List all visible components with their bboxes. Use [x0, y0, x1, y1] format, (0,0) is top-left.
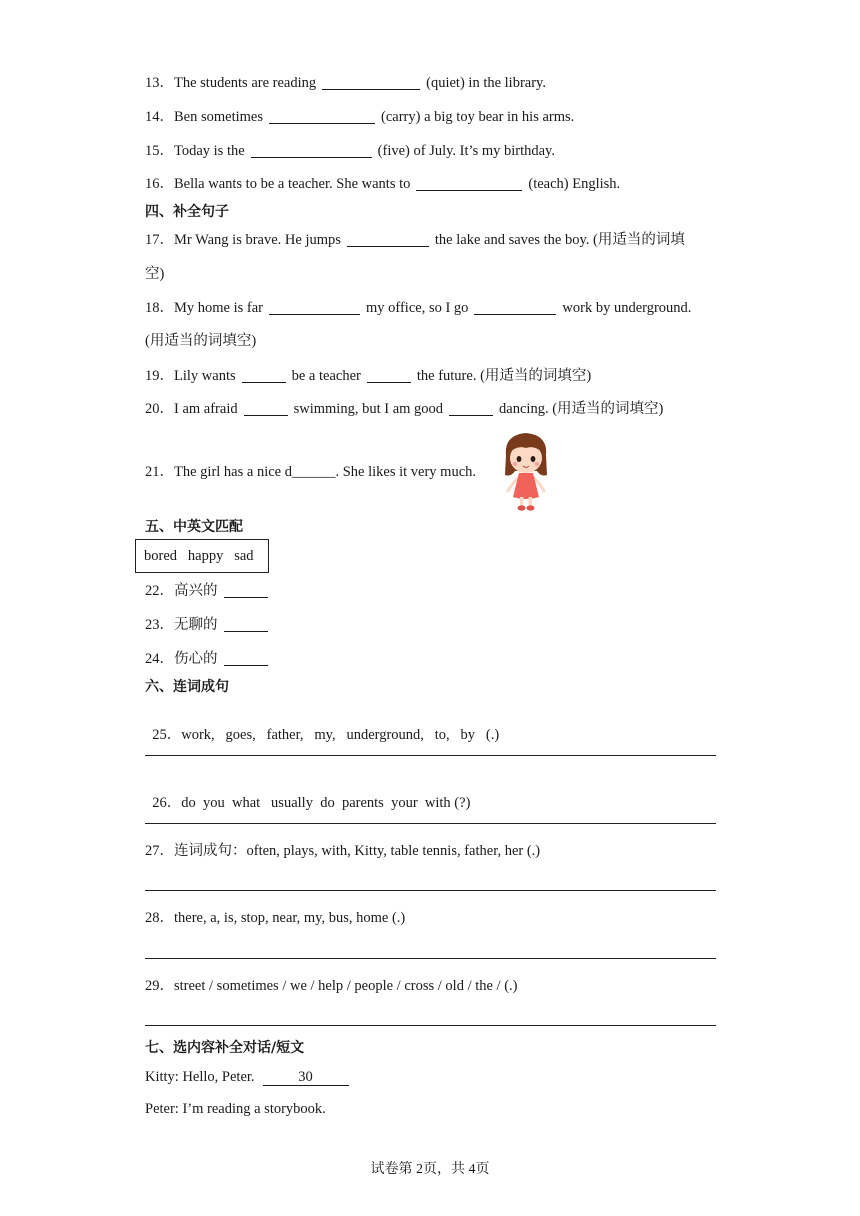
question-16: 16．Bella wants to be a teacher. She wants to (teach) English. [145, 176, 621, 192]
question-21: 21．The girl has a nice d______. She likes it very much. [145, 464, 477, 480]
answer-blank[interactable] [449, 401, 493, 416]
question-19: 19．Lily wants be a teacher the future. (用适当的词填空) [145, 368, 592, 384]
dialogue-line-2: Peter: I’m reading a storybook. [145, 1101, 326, 1117]
question-13: 13．The students are reading (quiet) in the library. [145, 75, 546, 91]
question-17-continuation: 空) [145, 266, 165, 282]
section-heading-6: 六、连词成句 [145, 679, 229, 695]
word-box-text: bored happy sad [144, 548, 254, 564]
question-23: 23．无聊的 [145, 615, 274, 635]
answer-blank[interactable] [474, 300, 556, 315]
question-15: 15．Today is the (five) of July. It’s my birthday. [145, 143, 555, 159]
answer-blank-30[interactable]: 30 [263, 1069, 349, 1086]
answer-blank[interactable] [224, 617, 268, 632]
answer-blank[interactable] [244, 401, 288, 416]
answer-blank[interactable] [224, 583, 268, 598]
answer-blank[interactable] [322, 75, 420, 90]
word-box [135, 539, 269, 573]
question-28: 28．there, a, is, stop, near, my, bus, home (.) [145, 910, 406, 926]
section-heading-7: 七、选内容补全对话/短文 [145, 1040, 305, 1056]
dialogue-line-1: Kitty: Hello, Peter. 30 [145, 1067, 349, 1087]
question-25: 25．work, goes, father, my, underground, to, by (.) [152, 727, 500, 743]
answer-blank[interactable] [269, 300, 360, 315]
answer-line-28[interactable] [145, 958, 716, 959]
question-20: 20．I am afraid swimming, but I am good dancing. (用适当的词填空) [145, 401, 664, 417]
answer-line-27[interactable] [145, 890, 716, 891]
question-17: 17．Mr Wang is brave. He jumps the lake and saves the boy. (用适当的词填 [145, 232, 685, 248]
question-26: 26．do you what usually do parents your with (?) [152, 795, 471, 811]
answer-blank[interactable] [224, 651, 268, 666]
answer-blank[interactable] [251, 143, 372, 158]
answer-blank[interactable] [269, 109, 375, 124]
answer-blank[interactable] [416, 176, 522, 191]
question-24: 24．伤心的 [145, 649, 274, 669]
answer-blank[interactable] [347, 232, 429, 247]
answer-blank[interactable] [367, 368, 411, 383]
question-22: 22．高兴的 [145, 581, 274, 601]
question-18-continuation: (用适当的词填空) [145, 333, 257, 349]
page-footer: 试卷第 2页，共 4页 [370, 1162, 490, 1177]
answer-line-26[interactable] [145, 823, 716, 824]
question-29: 29．street / sometimes / we / help / people / cross / old / the / (.) [145, 978, 518, 994]
section-heading-5: 五、中英文匹配 [145, 519, 243, 535]
answer-line-25[interactable] [145, 755, 716, 756]
question-27: 27．连词成句：often, plays, with, Kitty, table tennis, father, her (.) [145, 843, 541, 859]
answer-blank[interactable] [242, 368, 286, 383]
question-18: 18．My home is far my office, so I go work by underground. [145, 300, 692, 316]
answer-line-29[interactable] [145, 1025, 716, 1026]
section-heading-4: 四、补全句子 [145, 204, 229, 220]
cartoon-girl-image [497, 431, 555, 513]
question-14: 14．Ben sometimes (carry) a big toy bear in his arms. [145, 109, 575, 125]
